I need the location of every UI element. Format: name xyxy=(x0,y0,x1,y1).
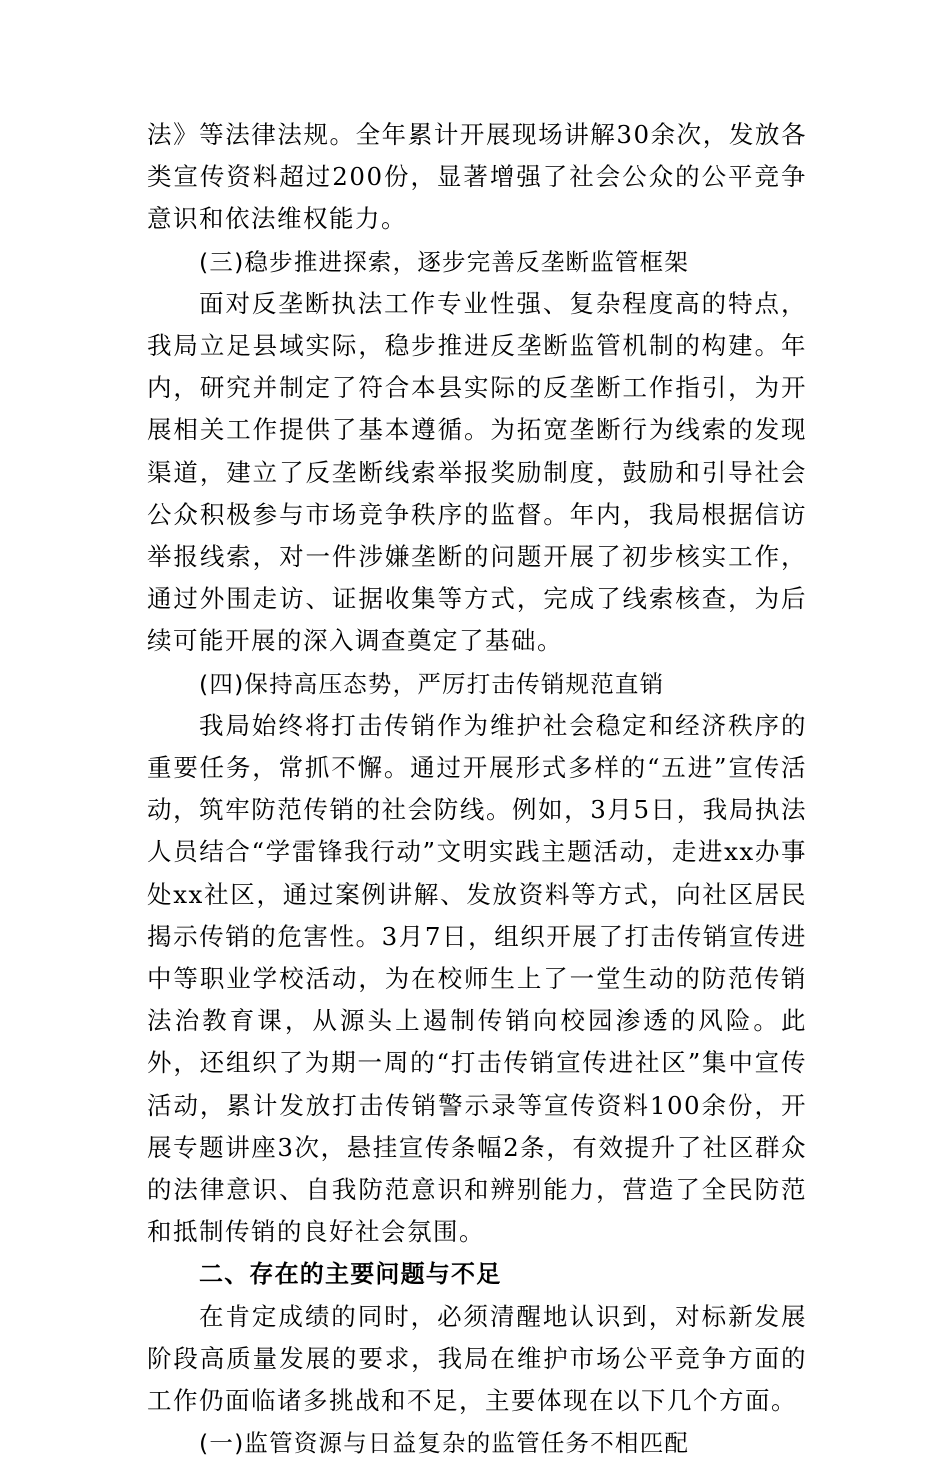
paragraph-problems-intro: 在肯定成绩的同时，必须清醒地认识到，对标新发展阶段高质量发展的要求，我局在维护市场公平竞争方面的工作仍面临诸多挑战和不足，主要体现在以下几个方面。 xyxy=(147,1301,807,1416)
paragraph-laws-publicity: 法》等法律法规。全年累计开展现场讲解30余次，发放各类宣传资料超过200份，显著增强了社会公众的公平竞争意识和依法维权能力。 xyxy=(147,120,807,234)
paragraph-antimonopoly: 面对反垄断执法工作专业性强、复杂程度高的特点，我局立足县域实际，稳步推进反垄断监管机制的构建。年内，研究并制定了符合本县实际的反垄断工作指引，为开展相关工作提供了基本遵循。为拓宽垄断行为线索的发现渠道，建立了反垄断线索举报奖励制度，鼓励和引导社会公众积极参与市场竞争秩序的监督。年内，我局根据信访举报线索，对一件涉嫌垄断的问题开展了初步核实工作，通过外围走访、证据收集等方式，完成了线索核查，为后续可能开展的深入调查奠定了基础。 xyxy=(147,288,807,656)
section-heading-problems: 二、存在的主要问题与不足 xyxy=(199,1260,502,1289)
paragraph-pyramid-selling: 我局始终将打击传销作为维护社会稳定和经济秩序的重要任务，常抓不懈。通过开展形式多样的“五进”宣传活动，筑牢防范传销的社会防线。例如，3月5日，我局执法人员结合“学雷锋我行动”文明实践主题活动，走进xx办事处xx社区，通过案例讲解、发放资料等方式，向社区居民揭示传销的危害性。3月7日，组织开展了打击传销宣传进中等职业学校活动，为在校师生上了一堂生动的防范传销法治教育课，从源头上遏制传销向校园渗透的风险。此外，还组织了为期一周的“打击传销宣传进社区”集中宣传活动，累计发放打击传销警示录等宣传资料100余份，开展专题讲座3次，悬挂宣传条幅2条，有效提升了社区群众的法律意识、自我防范意识和辨别能力，营造了全民防范和抵制传销的良好社会氛围。 xyxy=(147,710,807,1247)
subheading-pyramid-selling: (四)保持高压态势，严厉打击传销规范直销 xyxy=(199,669,665,698)
subheading-resources-mismatch: (一)监管资源与日益复杂的监管任务不相匹配 xyxy=(199,1429,690,1458)
subheading-antimonopoly: (三)稳步推进探索，逐步完善反垄断监管框架 xyxy=(199,247,690,276)
document-body xyxy=(147,114,807,1465)
